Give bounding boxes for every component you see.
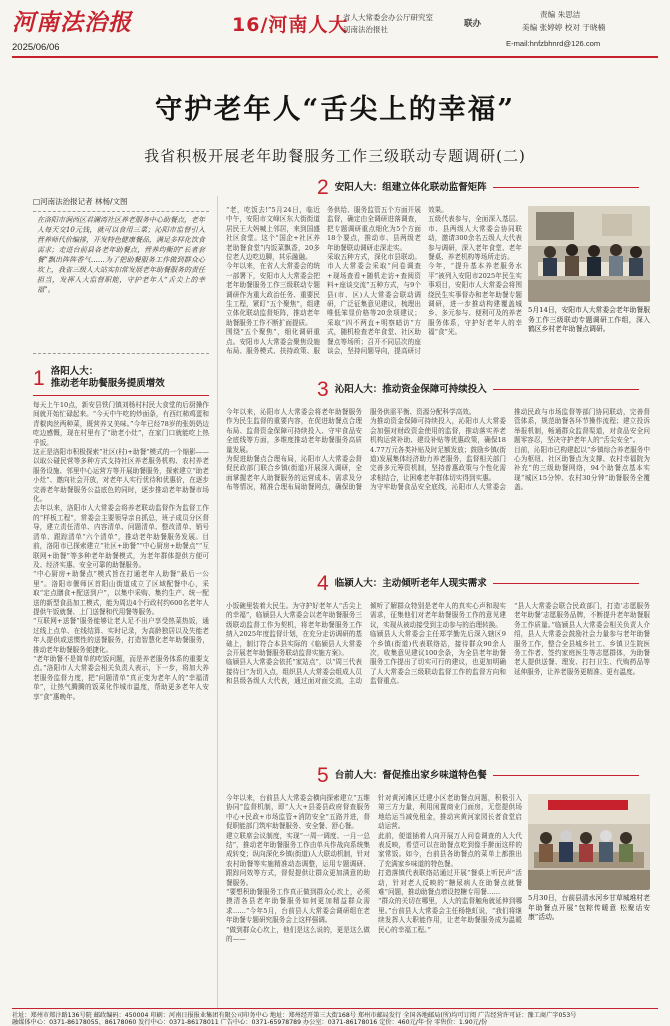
section-title-line-1: 洛阳人大： — [50, 366, 99, 377]
section-rule — [493, 187, 639, 188]
article-subheadline: 我省积极开展老年助餐服务工作三级联动专题调研(二) — [144, 147, 526, 165]
article-headline: 守护老年人“舌尖上的幸福” — [154, 93, 516, 125]
editor-line-1: 责编 朱思洁 — [540, 10, 581, 19]
section-4-header — [317, 573, 639, 594]
section-2-body-continued — [528, 338, 650, 368]
section-rule — [493, 389, 639, 390]
section-3-body: 今年以来，沁阳市人大常委会将老年助餐服务作为民生监督的重要内容，在促进助餐点合理布局、监督资金保障可持续投入、守牢食品安全底线等方面，多维度推动老年助餐服务高质量发展。 为促进助餐点合理布局，沁阳市人大常委会督促民政部门联合乡镇(街道)开展深入调研，全面掌握老年人助餐服务的运营成本、需求及分布等情况，精准合理布局助餐网点，确保助餐服务供需平衡、资源分配科学高效。 为推动资金保障可持续投入，沁阳市人大常委会加强对财政资金使用的监督，推动落实养老机构运营补助、建设补贴等优惠政策，确保184.77万元各类补贴及时足额发放；鼓励乡镇(街道)发展集体经济助力养老服务，监督相关部门完善多元筹资机制，坚持普惠政策与个性化需求相结合，让困难老年群体切实得到实惠。 为守牢助餐食品安全底线，沁阳市人大常委会推动民政与市场监督等部门协同联动，完善督管体系，规范助餐各环节操作流程；建立投诉举报机制，畅通群众监督渠道，对食品安全问题零容忍，坚决守护老年人的“舌尖安全”。 目前，沁阳市已构建起以“乡镇综合养老服务中心为枢纽、社区助餐点为支撑、农村幸福院为补充”的三级助餐网络，94个助餐点基本实现“城区15分钟、农村30分钟”助餐服务全覆盖。 — [226, 408, 650, 492]
contact-email: E-mail:hnfzbhnrd@126.com — [506, 39, 601, 48]
joint-unit-2: 河南法治报社 — [343, 25, 388, 34]
section-rule — [493, 775, 639, 776]
photo-caption: 5月14日，安阳市人大常委会老年助餐服务工作三级联动专题调研工作组，深入鹤区乡村老年助餐点调研。 — [528, 306, 650, 333]
page-label: 16/河南人大 — [232, 14, 349, 36]
section-1-header — [33, 366, 209, 390]
festival-photo — [528, 794, 650, 890]
section-title-line-2: 推动老年助餐服务提质增效 — [50, 378, 165, 389]
section-number: 1 — [33, 366, 45, 390]
photo-caption: 5月30日，台前县清水河乡甘草城堆村老年助餐点开展“包粽传暖意 松聚话安康”活动。 — [528, 894, 650, 921]
section-4-body: 小饭碗里装着大民生。为守护好老年人“舌尖上的幸福”，临颍县人大常委会以老年助餐服务三级联动监督工作为契机，将老年助餐服务工作纳入2025年度监督计划，在充分走访调研的基础上，制订符合本县实际的《临颍县人大常委会开展老年助餐服务联动监督实施方案》。 临颍县人大常委会依托“家站点”，以“周三代表接待日”为切入点，组织县人大常委会组成人员和县级各级人大代表，通过面对面交流，主动倾听了解群众特别是老年人的真实心声和现实需求，征集他们对老年助餐服务工作的意见建议，实现从被动接受到主动参与的治理转换。 临颍县人大常委会主任郑学勤先后深入辖区9个乡镇(街道)代表联络站，接待群众90余人次，收集意见建议100余条，为全县老年助餐服务工作提出了切实可行的建议，也更加明确了人大常委会三级联动监督工作的监督方向和监督重点。 “县人大常委会联合民政部门，打造‘志愿服务老年助餐’志愿服务品牌，不断提升老年助餐服务工作质量。”临颍县人大常委会相关负责人介绍，县人大常委会鼓励社会力量参与老年助餐服务工作，整合全县城乡社工、乡镇卫生院医务工作者、签约家庭医生等志愿群体，为助餐老人提供送餐、理发、打扫卫生、代购药品等延伸服务，让养老服务更精准、更有温度。 — [226, 602, 650, 686]
byline: □河南法治报记者 林杨/文图 — [33, 197, 128, 206]
section-2-body: “老，吃饭去!”5月24日，临近中午，安阳市文峰区东大街街道居民王大妈喊上邻居，来到国盛社区食堂。这个“国企+社区养老助餐食堂”内饭菜飘香，20多位老人边吃边聊，其乐融融。 今年以来，在省人大常委会的统一部署下，安阳市人大常委会把老年助餐服务工作三级联动专题调研作为重大政治任务、重要民生工程，紧盯“五个聚焦”，组建立体化联动监督矩阵，推动老年助餐服务工作不断扩面提质。 围绕“五个聚焦”，细化调研重点。安阳市人大常委会聚焦设施布局、服务模式、扶持政策、服务供给、服务监管五个方面开展监督，确定由全调研进落调查，把专题调研重点细化为5个方面18个要点，推动市、县两级老年助餐联动调研走深走实。 采取五种方式，深化市县联动。市人大常委会采取“问卷调查+现场查看+随机走访+查阅资料+座谈交流”五种方式，与9个县(市、区)人大常委会联动调研，广泛征集意见建议，梳理出唯低笨显价格等20余项建议；采取“四不两直+明察暗访”方式，随机检查老年食堂、社区助餐点等场所；召开不同层次的座谈会，坚持问题导向，提高研讨效果。 五级代表参与，全面深入基层。市、县两级人大常委会协同联动，邀请300余名五级人大代表参与调研，深入老年食堂、老年餐桌、养老机构等场所走访。 今年，“提升基本养老服务水平”被列入安阳市2025年民生实事项目，安阳市人大常委会将围绕民生实事督办和老年助餐专题调研，进一步推动构建覆盖城乡、多元参与、便利可及的养老服务体系，守护好老年人的幸福“食”光。 — [226, 206, 522, 356]
section-5-header — [317, 765, 639, 786]
masthead-rule — [12, 56, 658, 58]
section-title: 沁阳人大：推动资金保障可持续投入 — [334, 383, 487, 395]
issue-date: 2025/06/06 — [12, 42, 60, 53]
meeting-photo — [528, 206, 650, 302]
section-rule — [493, 583, 639, 584]
section-number: 3 — [317, 378, 329, 401]
footer-address-line: 社址：郑州市郑汴路136号院 邮政编码：450004 印刷：河南日报报业集团有限公司印务中心 地址：郑州经开第三大街168号 郑州市邮局发行 全国各地邮局(所)均可订阅 广告经营许可证：豫工商广字053号 — [12, 1012, 577, 1019]
section-rule — [33, 395, 209, 396]
section-title: 台前人大：督促推出家乡味道特色餐 — [334, 769, 487, 781]
section-title: 安阳人大：组建立体化联动监督矩阵 — [334, 181, 487, 193]
section-title: 临颍人大：主动倾听老年人现实需求 — [334, 577, 487, 589]
meeting-photo-image — [528, 206, 650, 302]
section-number: 2 — [317, 176, 329, 199]
newspaper-logo: 河南法治报 — [12, 9, 132, 36]
section-number: 4 — [317, 572, 329, 595]
footer-rule — [12, 1008, 658, 1009]
joint-tag: 联办 — [464, 19, 482, 29]
joint-unit-1: 省人大常委会办公厅研究室 — [343, 13, 433, 22]
section-3-header — [317, 379, 639, 400]
section-2-header — [317, 177, 639, 198]
footer-contact-line: 融媒体中心：0371-86178055、86178060 发行中心：0371-86178011 广告中心：0371-65978789 办公室：0371-86178016 定价：460元/年·份 零售价：1.90元/份 — [12, 1019, 488, 1026]
column-divider — [217, 196, 218, 1008]
article-lead: 在洛阳市涧西区君澜湾社区养老服务中心助餐点，老年人每天交10元钱，就可以食用三菜；沁阳市监督引入营养师代价编排，开发特色健康餐品，满足多样化饮食需求；走进台前县各老年助餐点，营养均衡的“长者套餐”飘出阵阵香气……为了把助餐服务工作做到群众心坎上，我省三级人大站实扣常发展老年助餐服务的责任担当，发挥人大监督职能，守护老年人“舌尖上的幸福”。 — [33, 211, 209, 354]
section-5-body: 今年以来，台前县人大常委会横向探索建立“五维协同”监督机制，即“人大+县委县政府督查服务中心+民政+市场监管+消防安全”五路并进，督促职能部门筑牢助餐服务、安全餐、舒心餐。 建立联席会议制度，实现“一周一调度、一月一总结”，推动老年助餐服务工作由单兵作战向系统集成转变；纵向深化乡镇(街道)人大联动机制，针对农村助餐等实施精准动态调整，运用专题调研、跟踪问效等方式，督促提供让群众更加满意的助餐服务。 “要想积助餐服务工作真正做到群众心坎上，必须摸清各县老年助餐服务如何更加精益群众需求……”今年5月，台前县人大常委会调研组在老年助餐专题研究服务会上这样强调。 “做到群众心坎上，他们是这么说的，更是这么做的—— 针对黄河滩区迁建小区老助餐点问题，积极引入第三方力量，利用闲置商业门面房，无偿提供场地给运当减免租金，推动宾黄河家园长者食堂启动运营。 此前，便道插着人向开展万人问卷调查的人大代表反映，希望可以在助餐点吃到像手擀面这样的家常饭。如今，台前县各助餐点的菜单上都推出了充满家乡味道的特色餐。 打造落镇代表联络站通过开展“餐桌上听民声”活动，针对老人反映的“糖尿病人在助餐点就餐难”问题，推动助餐点增设控糖专用餐…… “群众的关切在哪里，人大的监督触角就延伸到哪里。”台前县人大常委会主任杨艳虹说，“我们将继续发挥人大职能作用，让老年助餐服务成为温暖民心的幸福工程。” — [226, 794, 522, 944]
editor-line-2: 美编 张婷婷 校对 于晓楠 — [522, 23, 606, 32]
section-1-body: 每天上午10点，新安县铁门镇刘杨村村民大食堂的后厨操作间就开始忙碌起来。“今天中午吃的炒面条，有西红柿鸡蛋和青椒肉丝两种菜，既营养又美味。”今年已经78岁的张奶奶边吃边感慨，现在村里有了“助老小灶”，在家门口就能吃上热乎饭。 这正是洛阳市积极探索“社区(村)+助餐”模式的一个缩影——以取公碰民营等多种方式支持社区养老服务机构、农村养老服务设施、邻里中心运营方等开展助餐服务，探索建立“助老小灶”、邀向社会开放，对老年人实行优待和优惠价，在逐步完善老年助餐服务公益底色的同时，逐步推动老年助餐市场化。 去年以来，洛阳市人大常委会将养老联动监督作为监督工作的“样板工程”，常委会主要领导亲自抓总，班子成员分区督导，建立责任清单、内容清单、问题清单、整改清单、销号清单、跟踪清单“六个清单”，推动老年助餐服务发展。目前，洛阳市已探索建立“社区+助餐”“中心厨房+助餐点”“互联网+助餐”等多种老年助餐模式，为老年群体提供方便可及、经济实惠、安全可靠的助餐服务。 “中心厨房+助餐点”模式旨在打通老年人助餐“最后一公里”。洛阳市偃师区首阳山街道成立了区域配餐中心，采取“定点膳食+配送到户”，以集中采购、集约生产、统一配送的新型食品加工模式，能为周边4个行政村约600名老年人提供午饭就餐、上门送餐和代用餐等服务。 “互联网+送餐”服务能够让老人足不出户享受热菜热饭，通过线上点单、在线结算、实时记录，为高龄独居以及失能老年人提供或送惯性的送餐服务，打造智慧化老年助餐服务，推动老年助餐服务便捷化。 “老年助餐不是简单的吃饭问题，而是养老服务体系的重要支点。”洛阳市人大常委会相关负责人表示，下一步，将加大养老服务监督力度，把“问题清单”真正变为老年人的“幸福清单”，让热气腾腾的饭菜化作城市温度，帮助更多老年人安享“食”惠晚年。 — [33, 401, 209, 701]
festival-photo-image — [528, 794, 650, 890]
section-number: 5 — [317, 764, 329, 787]
